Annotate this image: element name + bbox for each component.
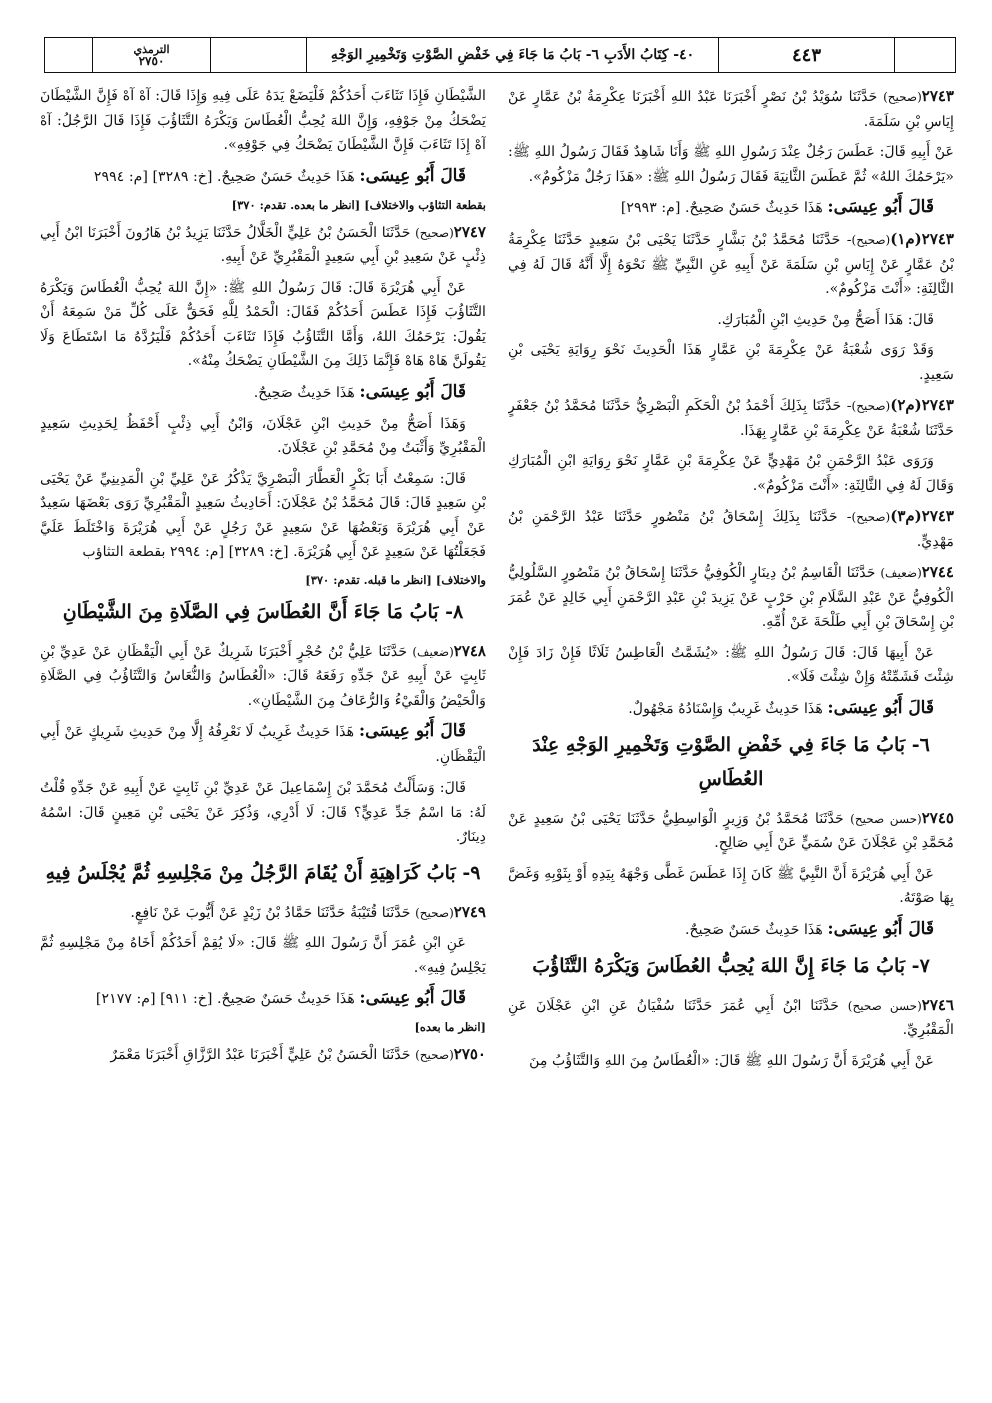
page-number: ٤٤٣ bbox=[719, 38, 895, 72]
hadith-number: ٢٧٤٣(م٣) bbox=[890, 507, 954, 525]
abu-isa-label: قَالَ أَبُو عِيسَى: bbox=[827, 697, 934, 718]
hadith-paragraph bbox=[508, 560, 954, 635]
hadith-paragraph bbox=[40, 639, 486, 714]
abu-isa-comment bbox=[508, 696, 954, 722]
chapter-heading-text: ٨- بَابُ مَا جَاءَ أَنَّ العُطَاسَ فِي الصَّلَاةِ مِنَ الشَّيْطَانِ bbox=[62, 600, 464, 623]
chapter-heading bbox=[40, 856, 486, 890]
hadith-range: ٢٧٥٠ bbox=[138, 53, 165, 68]
header-blank-cell bbox=[895, 38, 955, 72]
cross-reference bbox=[40, 196, 486, 214]
chapter-heading-text: ٩- بَابُ كَرَاهِيَةِ أَنْ يُقَامَ الرَّجُلُ مِنْ مَجْلِسِهِ ثُمَّ يُجْلَسُ فِيهِ bbox=[45, 861, 481, 884]
page-header bbox=[44, 37, 956, 73]
chapter-heading bbox=[508, 728, 954, 796]
hadith-grade: (صحيح) bbox=[851, 510, 891, 524]
paragraph-text: حَدَّثَنَا الْقَاسِمُ بْنُ دِينَارٍ الْكُوفِيُّ حَدَّثَنَا إِسْحَاقُ بْنُ مَنْصُورٍ السَّلُولِيُّ الْكُوفِيُّ عَنْ عَبْدِ السَّلَامِ بْنِ حَرْبٍ عَنْ يَزِيدَ بْنِ عَبْدِ الرَّحْمَنِ أَبِي خَالِدٍ عَنْ عُمَرَ بْنِ إِسْحَاقَ بْنِ أَبِي طَلْحَةَ عَنْ أُمِّهِ. bbox=[508, 565, 954, 630]
hadith-grade: (حسن صحيح) bbox=[847, 998, 922, 1013]
header-book-cell bbox=[93, 38, 211, 72]
hadith-number: ٢٧٤٥ bbox=[921, 808, 954, 827]
paragraph-text: حَدَّثَنَا عَلِيُّ بْنُ حُجْرٍ أَخْبَرَنَا شَرِيكٌ عَنْ أَبِي الْيَقْظَانِ عَنْ عَدِيِّ بْنِ ثَابِتٍ عَنْ أَبِيهِ عَنْ جَدِّهِ رَفَعَهُ قَالَ: «الْعُطَاسُ وَالنُّعَاسُ وَالتَّثَاؤُبُ فِي الصَّلَاةِ وَالْحَيْضُ وَالْقَيْءُ وَالرُّعَافُ مِنَ الشَّيْطَانِ». bbox=[40, 643, 486, 709]
hadith-grade: (ضعيف) bbox=[412, 644, 454, 659]
hadith-number: ٢٧٤٣ bbox=[921, 87, 954, 105]
comment-text: هَذَا حَدِيثٌ حَسَنٌ صَحِيحٌ. bbox=[684, 921, 828, 938]
paragraph-text: عَنِ ابْنِ عُمَرَ أَنَّ رَسُولَ اللهِ ﷺ قَالَ: «لَا يُقِمْ أَحَدُكُمْ أَخَاهُ مِنْ مَجْلِسِهِ ثُمَّ يَجْلِسُ فِيهِ». bbox=[40, 935, 486, 976]
hadith-grade: (حسن صحيح) bbox=[850, 811, 922, 826]
text-paragraph bbox=[508, 308, 954, 333]
chapter-heading bbox=[40, 595, 486, 629]
paragraph-text: - حَدَّثَنَا بِذَلِكَ إِسْحَاقُ بْنُ مَنْصُورٍ حَدَّثَنَا عَبْدُ الرَّحْمَنِ بْنُ مَهْدِيٍّ. bbox=[508, 509, 954, 550]
hadith-number: ٢٧٤٤ bbox=[921, 563, 954, 581]
abu-isa-comment bbox=[40, 719, 486, 770]
paragraph-text: حَدَّثَنَا الْحَسَنُ بْنُ عَلِيٍّ الْخَلَّالُ حَدَّثَنَا يَزِيدُ بْنُ هَارُونَ أَخْبَرَنَا ابْنُ أَبِي ذِئْبٍ عَنْ سَعِيدِ بْنِ أَبِي سَعِيدٍ الْمَقْبُرِيِّ عَنْ أَبِيهِ. bbox=[40, 224, 486, 265]
hadith-number: ٢٧٤٣(م٢) bbox=[890, 396, 954, 414]
paragraph-text: عَنْ أَبِيهِ قَالَ: عَطَسَ رَجُلٌ عِنْدَ رَسُولِ اللهِ ﷺ وَأَنَا شَاهِدٌ فَقَالَ رَسُولُ اللهِ ﷺ: «يَرْحَمُكَ اللهُ» ثُمَّ عَطَسَ الثَّانِيَةَ فَقَالَ رَسُولُ اللهِ ﷺ: «هَذَا رَجُلٌ مَزْكُومٌ». bbox=[508, 144, 954, 185]
chapter-heading-text: ٦- بَابُ مَا جَاءَ فِي خَفْضِ الصَّوْتِ وَتَخْمِيرِ الوَجْهِ عِنْدَ العُطَاسِ bbox=[532, 733, 930, 790]
paragraph-text: وَقَدْ رَوَى شُعْبَةُ عَنْ عِكْرِمَةَ بْنِ عَمَّارٍ هَذَا الْحَدِيثَ نَحْوَ رِوَايَةِ يَحْيَى بْنِ سَعِيدٍ. bbox=[508, 342, 954, 383]
hadith-paragraph bbox=[508, 806, 954, 856]
hadith-grade: (صحيح) bbox=[883, 90, 922, 104]
abu-isa-comment bbox=[40, 164, 486, 190]
hadith-number: ٢٧٤٣(م١) bbox=[890, 230, 954, 248]
hadith-grade: (صحيح) bbox=[415, 1048, 454, 1062]
text-paragraph bbox=[508, 338, 954, 387]
cross-reference bbox=[40, 1018, 486, 1036]
hadith-grade: (صحيح) bbox=[415, 225, 454, 240]
hadith-grade: (صحيح) bbox=[851, 233, 891, 247]
text-paragraph bbox=[508, 140, 954, 189]
hadith-number: ٢٧٤٩ bbox=[453, 902, 486, 921]
paragraph-text: عَنْ أَبِيهَا قَالَ: قَالَ رَسُولُ اللهِ ﷺ: «يُشَمَّتُ الْعَاطِسُ ثَلَاثًا فَإِنْ زَادَ فَإِنْ شِئْتَ فَشَمِّتْهُ وَإِنْ شِئْتَ فَلَا». bbox=[508, 644, 954, 685]
paragraph-text: وَرَوَى عَبْدُ الرَّحْمَنِ بْنُ مَهْدِيٍّ عَنْ عِكْرِمَةَ بْنِ عَمَّارٍ نَحْوَ رِوَايَةِ ابْنِ الْمُبَارَكِ وَقَالَ لَهُ فِي الثَّالِثَةِ: «أَنْتَ مَزْكُومٌ». bbox=[508, 453, 954, 494]
running-title: ٤٠- كِتَابُ الأَدَبِ ٦- بَابُ مَا جَاءَ فِي خَفْضِ الصَّوْتِ وَتَخْمِيرِ الوَجْهِ bbox=[307, 38, 719, 72]
paragraph-text: حَدَّثَنَا مُحَمَّدُ بْنُ وَزِيرٍ الْوَاسِطِيُّ حَدَّثَنَا يَحْيَى بْنُ سَعِيدٍ عَنْ مُحَمَّدِ بْنِ عَجْلَانَ عَنْ سُمَيٍّ عَنْ أَبِي صَالِحٍ. bbox=[508, 810, 954, 851]
left-text-column bbox=[40, 84, 486, 1384]
paragraph-text: قَالَ: سَمِعْتُ أَبَا بَكْرٍ الْعَطَّارَ الْبَصْرِيَّ يَذْكُرُ عَنْ عَلِيِّ بْنِ الْمَدِينِيِّ عَنْ يَحْيَى بْنِ سَعِيدٍ قَالَ: قَالَ مُحَمَّدُ بْنُ عَجْلَانَ: أَحَادِيثُ سَعِيدٍ الْمَقْبُرِيِّ رَوَى بَعْضَهَا سَعِيدٌ عَنْ أَبِي هُرَيْرَةَ وَبَعْضُهَا عَنْ سَعِيدٍ عَنْ رَجُلٍ عَنْ أَبِي هُرَيْرَةَ وَاخْتَلَطَ عَلَيَّ فَجَعَلْتُهَا عَنْ سَعِيدٍ عَنْ أَبِي هُرَيْرَةَ. [خ: ٣٢٨٩] [م: ٢٩٩٤ بقطعة التثاؤب bbox=[40, 470, 486, 560]
text-paragraph bbox=[40, 776, 486, 850]
abu-isa-label: قَالَ أَبُو عِيسَى: bbox=[359, 165, 466, 186]
paragraph-text: حَدَّثَنَا الْحَسَنُ بْنُ عَلِيٍّ أَخْبَرَنَا عَبْدُ الرَّزَّاقِ أَخْبَرَنَا مَعْمَرٌ bbox=[110, 1047, 416, 1063]
hadith-grade: (صحيح) bbox=[415, 905, 454, 920]
hadith-number: ٢٧٤٧ bbox=[453, 222, 486, 241]
abu-isa-label: قَالَ أَبُو عِيسَى: bbox=[358, 721, 467, 741]
comment-text: هَذَا حَدِيثٌ غَرِيبٌ لَا نَعْرِفُهُ إِلَّا مِنْ حَدِيثِ شَرِيكٍ عَنْ أَبِي الْيَقْظَانِ. bbox=[40, 724, 486, 765]
hadith-paragraph bbox=[508, 993, 954, 1043]
abu-isa-comment bbox=[508, 917, 954, 943]
abu-isa-label: قَالَ أَبُو عِيسَى: bbox=[827, 918, 934, 939]
right-text-column bbox=[508, 84, 954, 1384]
abu-isa-label: قَالَ أَبُو عِيسَى: bbox=[359, 988, 466, 1008]
paragraph-text: حَدَّثَنَا ابْنُ أَبِي عُمَرَ حَدَّثَنَا سُفْيَانُ عَنِ ابْنِ عَجْلَانَ عَنِ الْمَقْبُرِيِّ. bbox=[508, 997, 954, 1038]
paragraph-text: - حَدَّثَنَا بِذَلِكَ أَحْمَدُ بْنُ الْحَكَمِ الْبَصْرِيُّ حَدَّثَنَا مُحَمَّدُ بْنُ جَعْفَرٍ حَدَّثَنَا شُعْبَةُ عَنْ عِكْرِمَةَ بْنِ عَمَّارٍ بِهَذَا. bbox=[508, 398, 954, 439]
paragraph-text: حَدَّثَنَا سُوَيْدُ بْنُ نَصْرٍ أَخْبَرَنَا عَبْدُ اللهِ أَخْبَرَنَا عِكْرِمَةُ بْنُ عَمَّارٍ عَنْ إِيَاسِ بْنِ سَلَمَةَ. bbox=[508, 89, 954, 130]
hadith-paragraph bbox=[508, 227, 954, 302]
hadith-paragraph bbox=[508, 393, 954, 443]
hadith-paragraph bbox=[508, 84, 954, 134]
hadith-paragraph bbox=[40, 220, 486, 270]
book-name: الترمذي bbox=[133, 42, 170, 56]
paragraph-text: عَنْ أَبِي هُرَيْرَةَ أَنَّ النَّبِيَّ ﷺ كَانَ إِذَا عَطَسَ غَطَّى وَجْهَهُ بِيَدِهِ أَوْ بِثَوْبِهِ وَغَضَّ بِهَا صَوْتَهُ. bbox=[508, 865, 954, 906]
paragraph-text: الشَّيْطَانِ فَإِذَا تَثَاءَبَ أَحَدُكُمْ فَلْيَضَعْ يَدَهُ عَلَى فِيهِ وَإِذَا قَالَ: آهْ آهْ فَإِنَّ الشَّيْطَانَ يَضْحَكُ مِنْ جَوْفِهِ، وَإِنَّ اللهَ يُحِبُّ الْعُطَاسَ وَيَكْرَهُ التَّثَاؤُبَ فَإِذَا قَالَ الرَّجُلُ: آهْ آهْ إِذَا تَثَاءَبَ فَإِنَّ الشَّيْطَانَ يَضْحَكُ فِي جَوْفِهِ». bbox=[40, 88, 486, 153]
paragraph-text: عَنْ أَبِي هُرَيْرَةَ أَنَّ رَسُولَ اللهِ ﷺ قَالَ: «الْعُطَاسُ مِنَ اللهِ وَالتَّثَاؤُبُ مِنَ bbox=[529, 1052, 934, 1069]
paragraph-text: قَالَ: هَذَا أَصَحُّ مِنْ حَدِيثِ ابْنِ الْمُبَارَكِ. bbox=[717, 311, 934, 328]
text-paragraph bbox=[508, 449, 954, 498]
reference-text: والاختلاف] [انظر ما قبله. تقدم: ٣٧٠] bbox=[305, 572, 486, 587]
chapter-heading bbox=[508, 949, 954, 983]
hadith-number: ٢٧٥٠ bbox=[453, 1045, 486, 1063]
text-paragraph bbox=[40, 276, 486, 374]
reference-text: [انظر ما بعده] bbox=[414, 1020, 486, 1034]
comment-text: هَذَا حَدِيثٌ صَحِيحٌ. bbox=[253, 384, 360, 401]
paragraph-text: عَنْ أَبِي هُرَيْرَةَ قَالَ: قَالَ رَسُولُ اللهِ ﷺ: «إِنَّ اللهَ يُحِبُّ الْعُطَاسَ وَيَكْرَهُ التَّثَاؤُبَ فَإِذَا عَطَسَ أَحَدُكُمْ فَقَالَ: الْحَمْدُ لِلَّهِ فَحَقٌّ عَلَى كُلِّ مَنْ سَمِعَهُ أَنْ يَقُولَ: يَرْحَمُكَ اللهُ، وَأَمَّا التَّثَاؤُبُ فَإِذَا تَثَاءَبَ أَحَدُكُمْ فَلْيَرُدَّهُ مَا اسْتَطَاعَ وَلَا يَقُولَنَّ هَاهْ هَاهْ فَإِنَّمَا ذَلِكَ مِنَ الشَّيْطَانِ يَضْحَكُ مِنْهُ». bbox=[40, 279, 486, 369]
header-blank-cell bbox=[211, 38, 307, 72]
hadith-number: ٢٧٤٨ bbox=[453, 641, 486, 660]
paragraph-text: حَدَّثَنَا قُتَيْبَةُ حَدَّثَنَا حَمَّادُ بْنُ زَيْدٍ عَنْ أَيُّوبَ عَنْ نَافِعٍ. bbox=[130, 904, 416, 921]
chapter-heading-text: ٧- بَابُ مَا جَاءَ إِنَّ اللهَ يُحِبُّ العُطَاسَ وَيَكْرَهُ التَّثَاؤُبَ bbox=[532, 954, 930, 977]
text-paragraph bbox=[40, 412, 486, 461]
abu-isa-label: قَالَ أَبُو عِيسَى: bbox=[359, 381, 466, 402]
header-blank-cell bbox=[45, 38, 93, 72]
hadith-grade: (ضعيف) bbox=[880, 566, 922, 580]
cross-reference bbox=[40, 571, 486, 589]
text-paragraph bbox=[40, 84, 486, 158]
text-paragraph bbox=[508, 862, 954, 911]
comment-text: هَذَا حَدِيثٌ حَسَنٌ صَحِيحٌ. [خ: ٩١١] [م: ٢١٧٧] bbox=[95, 991, 360, 1007]
text-paragraph bbox=[40, 931, 486, 980]
paragraph-text: وَهَذَا أَصَحُّ مِنْ حَدِيثِ ابْنِ عَجْلَانَ، وَابْنُ أَبِي ذِئْبٍ أَحْفَظُ لِحَدِيثِ سَعِيدٍ الْمَقْبُرِيِّ وَأَثْبَتُ مِنْ مُحَمَّدِ بْنِ عَجْلَانَ. bbox=[40, 415, 486, 456]
comment-text: هَذَا حَدِيثٌ حَسَنٌ صَحِيحٌ. [خ: ٣٢٨٩] [م: ٢٩٩٤ bbox=[93, 168, 360, 185]
paragraph-text: قَالَ: وَسَأَلْتُ مُحَمَّدَ بْنَ إِسْمَاعِيلَ عَنْ عَدِيِّ بْنِ ثَابِتٍ عَنْ أَبِيهِ عَنْ جَدِّهِ قُلْتُ لَهُ: مَا اسْمُ جَدِّ عَدِيٍّ؟ قَالَ: لَا أَدْرِي، وَذُكِرَ عَنْ يَحْيَى بْنِ مَعِينٍ قَالَ: اسْمُهُ دِينَارٌ. bbox=[40, 780, 486, 845]
paragraph-text: - حَدَّثَنَا مُحَمَّدُ بْنُ بَشَّارٍ حَدَّثَنَا يَحْيَى بْنُ سَعِيدٍ حَدَّثَنَا عِكْرِمَةُ بْنُ عَمَّارٍ عَنْ إِيَاسِ بْنِ سَلَمَةَ عَنْ أَبِيهِ عَنِ النَّبِيِّ ﷺ نَحْوَهُ إِلَّا أَنَّهُ قَالَ لَهُ فِي الثَّالِثَةِ: «أَنْتَ مَزْكُومٌ». bbox=[508, 232, 954, 297]
text-paragraph bbox=[508, 1049, 954, 1074]
hadith-paragraph bbox=[508, 504, 954, 554]
abu-isa-label: قَالَ أَبُو عِيسَى: bbox=[827, 197, 934, 217]
reference-text: بقطعة التثاؤب والاختلاف] [انظر ما بعده. تقدم: ٣٧٠] bbox=[231, 197, 486, 212]
text-paragraph bbox=[40, 467, 486, 565]
hadith-grade: (صحيح) bbox=[851, 399, 891, 413]
hadith-number: ٢٧٤٦ bbox=[921, 995, 954, 1014]
hadith-paragraph bbox=[40, 900, 486, 926]
comment-text: هَذَا حَدِيثٌ غَرِيبٌ وَإِسْنَادُهُ مَجْهُولٌ. bbox=[628, 700, 828, 717]
hadith-paragraph bbox=[40, 1042, 486, 1068]
abu-isa-comment bbox=[40, 986, 486, 1012]
abu-isa-comment bbox=[508, 195, 954, 221]
abu-isa-comment bbox=[40, 380, 486, 406]
text-paragraph bbox=[508, 641, 954, 690]
comment-text: هَذَا حَدِيثٌ حَسَنٌ صَحِيحٌ. [م: ٢٩٩٣] bbox=[620, 200, 828, 216]
